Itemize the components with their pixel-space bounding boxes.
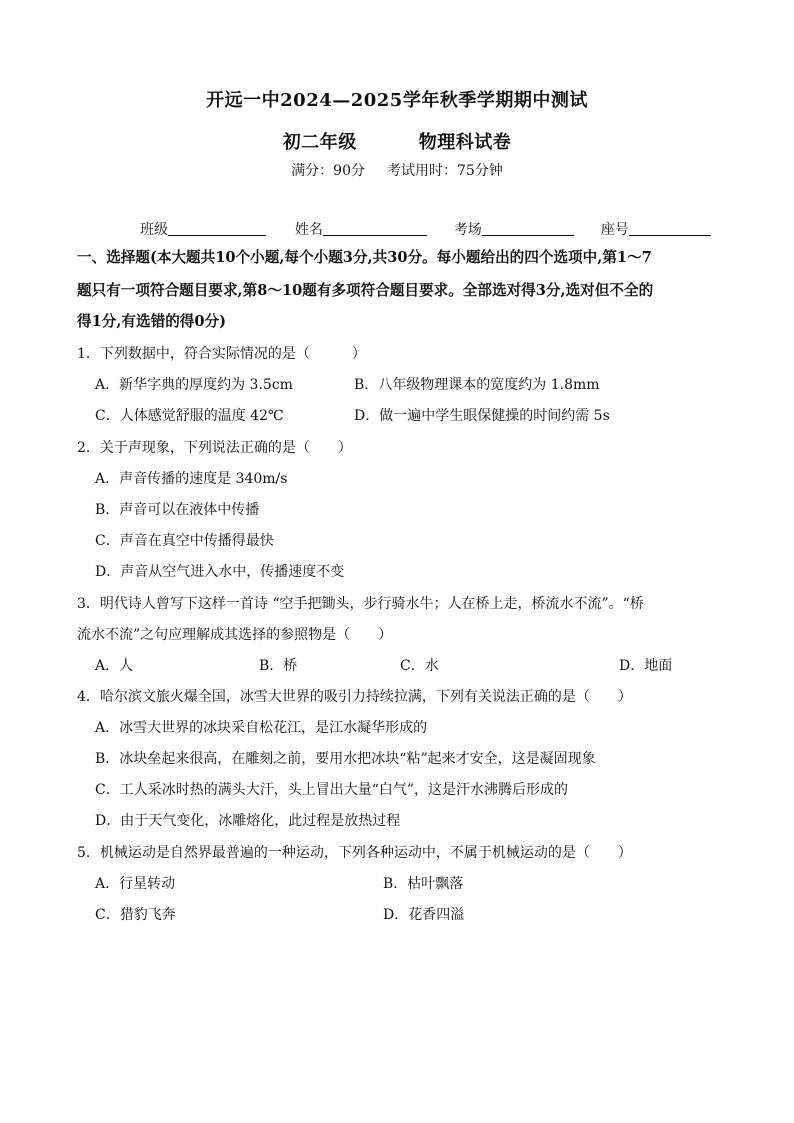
question-4-option-c: C．工人采冰时热的满头大汗，头上冒出大量“白气”，这是汗水沸腾后形成的	[95, 782, 569, 798]
room-field[interactable]	[482, 221, 574, 236]
section-heading-line3: 得1分,有选错的得0分)	[77, 313, 227, 330]
student-info-row	[140, 219, 711, 239]
question-3-stem-line2: 流水不流”之句应理解成其选择的参照物是（ ）	[77, 627, 393, 643]
exam-meta	[0, 160, 794, 180]
question-3-stem-line1: 3．明代诗人曾写下这样一首诗 “空手把锄头，步行骑水牛；人在桥上走，桥流水不流”。“桥	[77, 596, 644, 612]
class-label: 班级	[140, 222, 168, 238]
question-5-option-a: A．行星转动	[95, 876, 176, 892]
question-4-stem: 4．哈尔滨文旅火爆全国，冰雪大世界的吸引力持续拉满，下列有关说法正确的是（ ）	[77, 689, 632, 705]
question-2-option-b: B．声音可以在液体中传播	[95, 502, 260, 518]
question-1-option-c: C．人体感觉舒服的温度 42℃	[95, 408, 284, 424]
question-1-stem: 1．下列数据中，符合实际情况的是（ ）	[77, 346, 366, 362]
exam-title: 开远一中2024—2025学年秋季学期期中测试	[206, 90, 588, 111]
exam-time: 考试用时：75分钟	[387, 163, 503, 179]
question-2-option-d: D．声音从空气进入水中，传播速度不变	[95, 564, 345, 580]
question-1-option-d: D．做一遍中学生眼保健操的时间约需 5s	[354, 408, 610, 424]
question-2-option-c: C．声音在真空中传播得最快	[95, 533, 274, 549]
question-2-option-a: A．声音传播的速度是 340m/s	[95, 471, 288, 487]
question-3-option-d: D．地面	[619, 658, 673, 674]
room-label: 考场	[453, 222, 482, 238]
question-3-option-c: C．水	[400, 658, 439, 674]
exam-subtitle	[0, 128, 794, 154]
question-1-option-b: B．八年级物理课本的宽度约为 1.8mm	[354, 377, 600, 393]
seat-label: 座号	[600, 222, 629, 238]
question-5-stem: 5．机械运动是自然界最普遍的一种运动，下列各种运动中，不属于机械运动的是（ ）	[77, 845, 632, 861]
subject-label: 物理科试卷	[418, 132, 512, 153]
grade-label: 初二年级	[282, 132, 357, 153]
question-4-option-b: B．冰块垒起来很高，在雕刻之前，要用水把冰块“粘”起来才安全，这是凝固现象	[95, 751, 596, 767]
question-2-stem: 2．关于声现象，下列说法正确的是（ ）	[77, 440, 352, 456]
question-5-option-b: B．枯叶飘落	[383, 876, 464, 892]
question-3-option-b: B．桥	[259, 658, 298, 674]
question-1-option-a: A．新华字典的厚度约为 3.5cm	[95, 377, 293, 393]
question-4-option-d: D．由于天气变化，冰雕熔化，此过程是放热过程	[95, 813, 401, 829]
question-3-option-a: A．人	[95, 658, 134, 674]
class-field[interactable]	[168, 221, 266, 236]
name-label: 姓名	[294, 222, 323, 238]
name-field[interactable]	[323, 221, 427, 236]
full-score: 满分：90分	[291, 163, 365, 179]
question-5-option-d: D．花香四溢	[383, 907, 465, 923]
question-5-option-c: C．猎豹飞奔	[95, 907, 176, 923]
section-heading-line1: 一、选择题(本大题共10个小题,每个小题3分,共30分。每小题给出的四个选项中,第1～7	[77, 249, 652, 266]
section-heading-line2: 题只有一项符合题目要求,第8～10题有多项符合题目要求。全部选对得3分,选对但不全的	[77, 282, 654, 299]
question-4-option-a: A．冰雪大世界的冰块采自松花江，是江水凝华形成的	[95, 720, 428, 736]
seat-field[interactable]	[629, 221, 711, 236]
